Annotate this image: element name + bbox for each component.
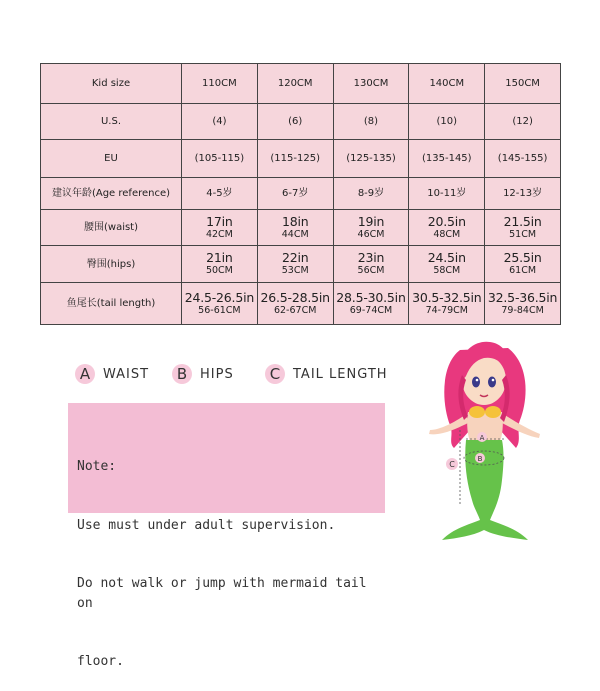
right-eye-highlight — [492, 379, 495, 382]
hips-cell — [182, 246, 258, 283]
age-cell: 8-9岁 — [333, 178, 409, 210]
age-cell: 10-11岁 — [409, 178, 485, 210]
hips-inch: 23in — [357, 250, 385, 266]
eu-cell: (135-145) — [409, 140, 485, 178]
tail-cm: 62-67CM — [273, 304, 317, 316]
row-label-eu: EU — [41, 140, 182, 178]
waist-cm: 42CM — [205, 228, 233, 240]
waist-inch: 21.5in — [503, 213, 542, 229]
hips-cm: 58CM — [433, 265, 461, 277]
hips-cell — [409, 246, 485, 283]
hips-cm: 50CM — [205, 265, 233, 277]
hips-inch: 24.5in — [427, 250, 466, 266]
legend-letter-a: A — [75, 364, 95, 384]
hips-cell — [485, 246, 561, 283]
right-eye — [488, 377, 496, 388]
hips-inch: 21in — [206, 250, 233, 266]
waist-inch: 20.5in — [427, 213, 466, 229]
tail-cell — [257, 283, 333, 325]
size-cell: 150CM — [485, 64, 561, 104]
figure-label-a: A — [479, 434, 485, 442]
legend-hips — [172, 364, 234, 384]
table-row-kid-size — [41, 64, 561, 104]
us-cell: (4) — [182, 104, 258, 140]
size-cell: 130CM — [333, 64, 409, 104]
table-row-eu — [41, 140, 561, 178]
waist-inch: 18in — [281, 213, 309, 229]
eu-cell: (125-135) — [333, 140, 409, 178]
shell-right — [485, 406, 501, 418]
tail-cm: 56-61CM — [198, 304, 241, 316]
row-label-hips: 臀围(hips) — [41, 246, 182, 283]
waist-cm: 51CM — [509, 228, 537, 240]
legend-label-hips: HIPS — [200, 366, 234, 382]
waist-inch: 19in — [357, 213, 385, 229]
table-row-hips — [41, 246, 561, 283]
mermaid-illustration — [420, 330, 550, 552]
tail — [442, 440, 528, 540]
waist-cm: 48CM — [433, 228, 461, 240]
waist-cell — [182, 210, 258, 246]
size-chart-table — [40, 63, 561, 325]
left-eye — [472, 377, 480, 388]
figure-label-b: B — [477, 455, 483, 463]
hips-cell — [257, 246, 333, 283]
waist-cell — [409, 210, 485, 246]
note-line: Do not walk or jump with mermaid tail on — [77, 576, 375, 611]
tail-inch: 30.5-32.5in — [412, 289, 482, 305]
tail-cm: 74-79CM — [425, 304, 468, 316]
us-cell: (8) — [333, 104, 409, 140]
size-cell: 110CM — [182, 64, 258, 104]
legend-letter-b: B — [172, 364, 192, 384]
us-cell: (12) — [485, 104, 561, 140]
left-eye-highlight — [476, 379, 479, 382]
row-label-tail: 鱼尾长(tail length) — [41, 283, 182, 325]
age-cell: 4-5岁 — [182, 178, 258, 210]
legend-label-waist: WAIST — [103, 366, 150, 382]
us-cell: (6) — [257, 104, 333, 140]
hips-inch: 25.5in — [503, 250, 542, 266]
waist-cm: 44CM — [281, 228, 309, 240]
row-label-waist: 腰围(waist) — [41, 210, 182, 246]
hips-cm: 61CM — [509, 265, 537, 277]
age-cell: 12-13岁 — [485, 178, 561, 210]
waist-inch: 17in — [206, 213, 233, 229]
row-label-kid-size: Kid size — [41, 64, 182, 104]
table-row-us — [41, 104, 561, 140]
age-cell: 6-7岁 — [257, 178, 333, 210]
table-row-waist — [41, 210, 561, 246]
tail-inch: 24.5-26.5in — [184, 289, 255, 305]
hips-cm: 53CM — [281, 265, 309, 277]
tail-inch: 32.5-36.5in — [487, 289, 558, 305]
note-title: Note: — [77, 459, 117, 474]
waist-cm: 46CM — [357, 228, 385, 240]
hips-cell — [333, 246, 409, 283]
eu-cell: (145-155) — [485, 140, 561, 178]
note-box — [68, 403, 385, 669]
tail-inch: 26.5-28.5in — [260, 289, 330, 305]
tail-cell — [409, 283, 485, 325]
hips-cm: 56CM — [357, 265, 385, 277]
shell-left — [469, 406, 485, 418]
eu-cell: (105-115) — [182, 140, 258, 178]
waist-cell — [257, 210, 333, 246]
tail-cm: 79-84CM — [501, 304, 544, 316]
hips-inch: 22in — [281, 250, 309, 266]
size-cell: 120CM — [257, 64, 333, 104]
tail-cell — [485, 283, 561, 325]
table-row-age — [41, 178, 561, 210]
size-cell: 140CM — [409, 64, 485, 104]
tail-cell — [333, 283, 409, 325]
legend-waist — [75, 364, 149, 384]
row-label-age: 建议年龄(Age reference) — [41, 178, 182, 210]
note-line: Use must under adult supervision. — [77, 517, 336, 533]
row-label-us: U.S. — [41, 104, 182, 140]
figure-label-c: C — [449, 460, 455, 469]
legend-label-tail-length: TAIL LENGTH — [293, 366, 388, 382]
tail-inch: 28.5-30.5in — [336, 289, 406, 305]
waist-cell — [333, 210, 409, 246]
eu-cell: (115-125) — [257, 140, 333, 178]
waist-cell — [485, 210, 561, 246]
tail-cm: 69-74CM — [349, 304, 393, 316]
legend-tail-length — [265, 364, 388, 384]
legend-letter-c: C — [265, 364, 285, 384]
tail-cell — [182, 283, 258, 325]
note-line: floor. — [77, 654, 124, 669]
table-row-tail — [41, 283, 561, 325]
us-cell: (10) — [409, 104, 485, 140]
